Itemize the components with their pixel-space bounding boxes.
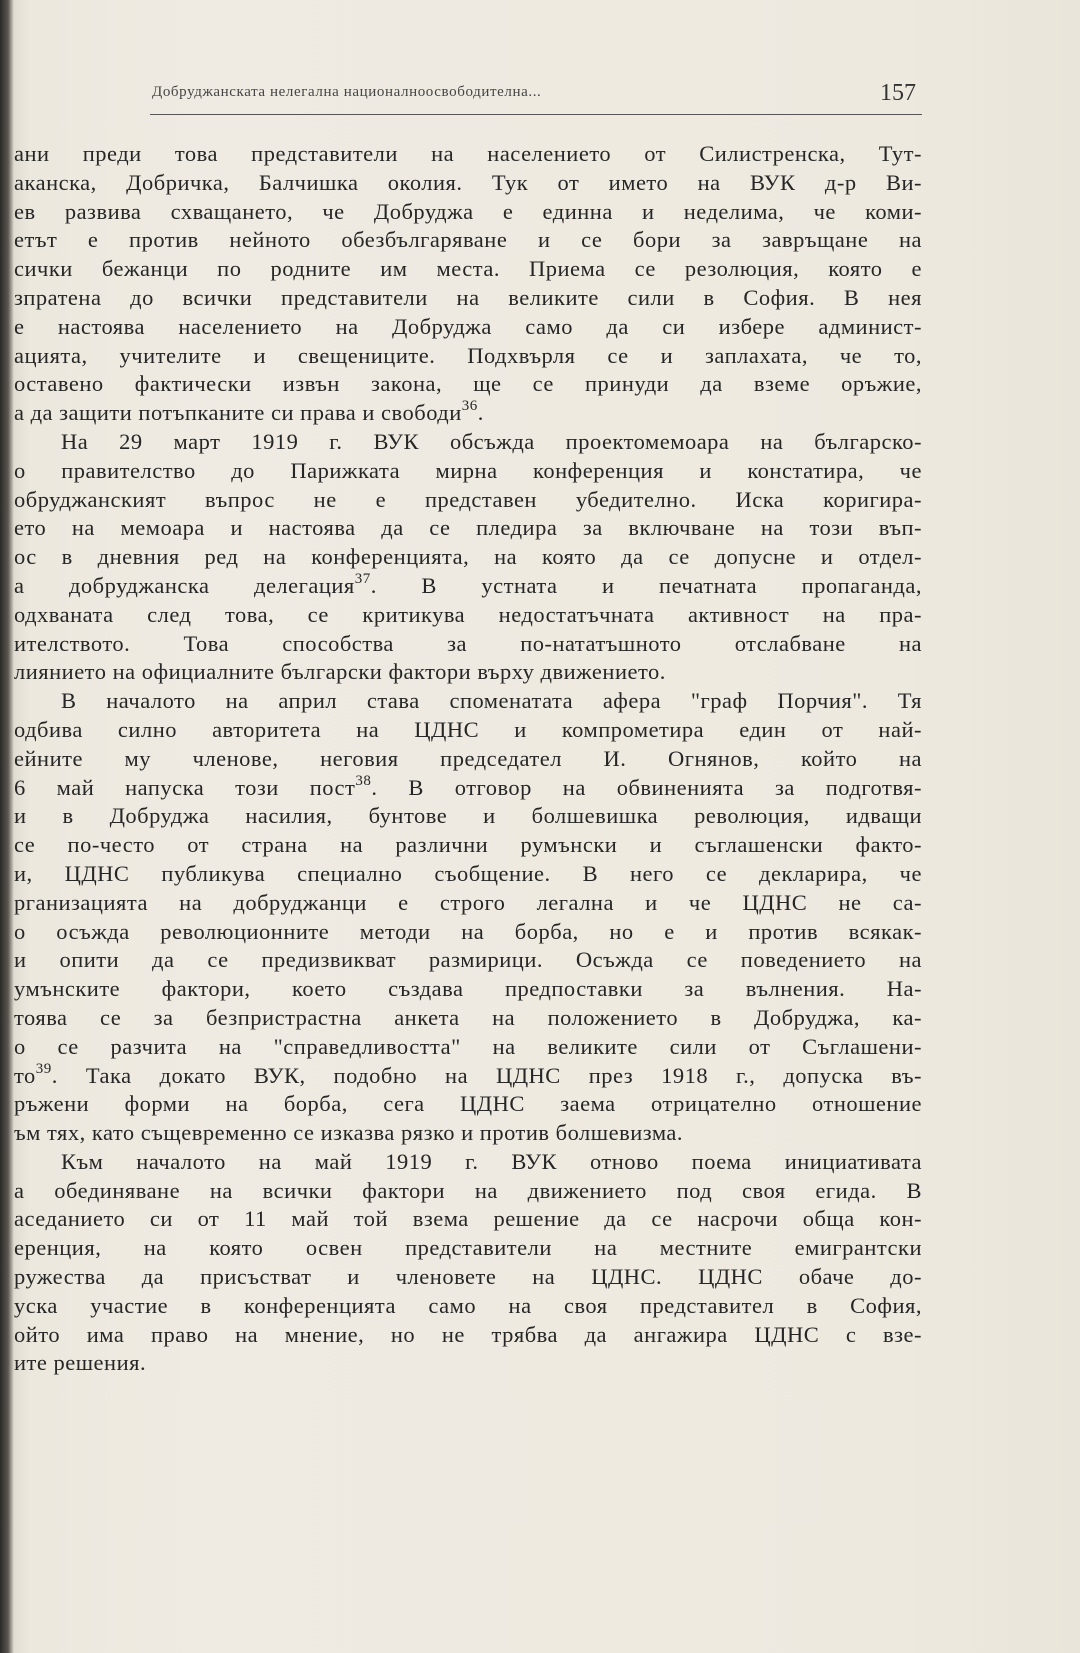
- text-line: [14, 601, 922, 630]
- text-line: [14, 802, 922, 831]
- line-text: и опити да се предизвикват размирици. Осъжда се поведението на: [14, 947, 922, 973]
- line-text: ацията, учителите и свещениците. Подхвърля се и заплахата, че то,: [14, 342, 922, 368]
- text-line: [14, 342, 922, 371]
- text-line: [14, 687, 922, 716]
- line-text: На 29 март 1919 г. ВУК обсъжда проектомемоара на българско-: [61, 428, 922, 454]
- text-line: [14, 370, 922, 399]
- line-text: В началото на април става споменатата афера "граф Порчия". Тя: [61, 688, 922, 714]
- text-line: [14, 745, 922, 774]
- line-text: ружества да присъстват и членовете на ЦДНС. ЦДНС обаче до-: [14, 1264, 922, 1290]
- text-line: [14, 1090, 922, 1119]
- text-line: [14, 543, 922, 572]
- line-text: одхваната след това, се критикува недостатъчната активност на пра-: [14, 601, 922, 627]
- line-text: тоява се за безпристрастна анкета на положението в Добруджа, ка-: [14, 1004, 922, 1030]
- line-text: а да защити потъпканите си права и свободи: [14, 400, 462, 426]
- line-text-after-footnote: . Така докато ВУК, подобно на ЦДНС през 1918 г., допуска въ-: [51, 1062, 922, 1088]
- line-text: ос в дневния ред на конференцията, на която да се допусне и отдел-: [14, 544, 922, 570]
- text-line: [14, 514, 922, 543]
- text-line: [14, 1234, 922, 1263]
- text-line-with-footnote: [14, 399, 922, 428]
- line-text: уска участие в конференцията само на своя представител в София,: [14, 1292, 922, 1318]
- text-line: [14, 889, 922, 918]
- text-line: [14, 1033, 922, 1062]
- line-text: лиянието на официалните български фактори върху движението.: [14, 659, 666, 685]
- line-text: о правителство до Парижката мирна конференция и констатира, че: [14, 457, 922, 483]
- text-line: [14, 860, 922, 889]
- line-text: сички бежанци по родните им места. Приема се резолюция, която е: [14, 256, 922, 282]
- running-title: Добруджанската нелегална националноосвободителна...: [152, 84, 542, 100]
- text-line: [14, 255, 922, 284]
- text-line: [14, 284, 922, 313]
- line-text: оставено фактически извън закона, ще се принуди да вземе оръжие,: [14, 371, 922, 397]
- text-line: [14, 831, 922, 860]
- page-header: [150, 78, 922, 115]
- line-text: е настоява населението на Добруджа само да си избере админист-: [14, 313, 922, 339]
- line-text: еренция, на която освен представители на местните емигрантски: [14, 1235, 922, 1261]
- text-line-with-footnote: [14, 774, 922, 803]
- text-line: [14, 716, 922, 745]
- line-text: ръжени форми на борба, сега ЦДНС заема отрицателно отношение: [14, 1091, 922, 1117]
- text-line: [14, 428, 922, 457]
- line-text: и в Добруджа насилия, бунтове и болшевишка революция, идващи: [14, 803, 922, 829]
- text-line: [14, 313, 922, 342]
- text-line-with-footnote: [14, 1062, 922, 1091]
- line-text: ейните му членове, неговия председател И. Огнянов, който на: [14, 745, 922, 771]
- line-text-after-footnote: .: [477, 400, 484, 426]
- text-line: [14, 1148, 922, 1177]
- text-line: [14, 658, 922, 687]
- text-line: [14, 1349, 922, 1378]
- page-number: 157: [880, 80, 916, 106]
- line-text: зпратена до всички представители на великите сили в София. В нея: [14, 284, 922, 310]
- text-line: [14, 226, 922, 255]
- line-text: етът е против нейното обезбългаряване и се бори за завръщане на: [14, 227, 922, 253]
- line-text-after-footnote: . В устната и печатната пропаганда,: [370, 572, 922, 598]
- footnote-marker: 36: [461, 399, 478, 415]
- line-text: 6 май напуска този пост: [14, 774, 356, 800]
- body-text: [14, 140, 922, 1378]
- line-text: ъм тях, като същевременно се изказва рязко и против болшевизма.: [14, 1120, 684, 1146]
- text-line: [14, 975, 922, 1004]
- text-line: [14, 1119, 922, 1148]
- line-text-after-footnote: . В отговор на обвиненията за подготвя-: [371, 774, 922, 800]
- text-line: [14, 1205, 922, 1234]
- text-line: [14, 486, 922, 515]
- text-line: [14, 1177, 922, 1206]
- book-binding-edge: [0, 0, 14, 1653]
- text-line: [14, 1321, 922, 1350]
- line-text: се по-често от страна на различни румънски и съглашенски факто-: [14, 832, 922, 858]
- line-text: умънските фактори, което създава предпоставки за вълнения. На-: [14, 976, 922, 1002]
- line-text: одбива силно авторитета на ЦДНС и компрометира един от най-: [14, 716, 922, 742]
- text-line: [14, 140, 922, 169]
- footnote-marker: 37: [354, 571, 371, 587]
- line-text: Към началото на май 1919 г. ВУК отново поема инициативата: [61, 1148, 922, 1174]
- line-text: а обединяване на всички фактори на движението под своя егида. В: [14, 1177, 922, 1203]
- line-text: то: [14, 1062, 36, 1088]
- text-line: [14, 169, 922, 198]
- text-line: [14, 918, 922, 947]
- text-line: [14, 1292, 922, 1321]
- text-line: [14, 198, 922, 227]
- line-text: ани преди това представители на населението от Силистренска, Тут-: [14, 141, 922, 166]
- text-line: [14, 946, 922, 975]
- text-line: [14, 457, 922, 486]
- footnote-marker: 38: [355, 773, 372, 789]
- line-text: обруджанският въпрос не е представен убедително. Иска коригира-: [14, 486, 922, 512]
- line-text: аседанието си от 11 май той взема решение да се насрочи обща кон-: [14, 1206, 922, 1232]
- text-line: [14, 1004, 922, 1033]
- line-text: рганизацията на добруджанци е строго легална и че ЦДНС не са-: [14, 889, 922, 915]
- line-text: о осъжда революционните методи на борба, но е и против всякак-: [14, 918, 922, 944]
- footnote-marker: 39: [35, 1061, 52, 1077]
- line-text: о се разчита на "справедливостта" на великите сили от Съглашени-: [14, 1033, 922, 1059]
- line-text: и, ЦДНС публикува специално съобщение. В него се декларира, че: [14, 860, 922, 886]
- text-line: [14, 1263, 922, 1292]
- line-text: ите решения.: [14, 1350, 147, 1376]
- line-text: аканска, Добричка, Балчишка околия. Тук от името на ВУК д-р Ви-: [14, 169, 922, 195]
- line-text: ев развива схващането, че Добруджа е единна и неделима, че коми-: [14, 198, 922, 224]
- line-text: ителството. Това способства за по-нататъшното отслабване на: [14, 630, 922, 656]
- text-line: [14, 630, 922, 659]
- line-text: ойто има право на мнение, но не трябва да ангажира ЦДНС с взе-: [14, 1321, 922, 1347]
- text-line-with-footnote: [14, 572, 922, 601]
- line-text: а добруджанска делегация: [14, 572, 355, 598]
- line-text: ето на мемоара и настоява да се пледира за включване на този въп-: [14, 515, 922, 541]
